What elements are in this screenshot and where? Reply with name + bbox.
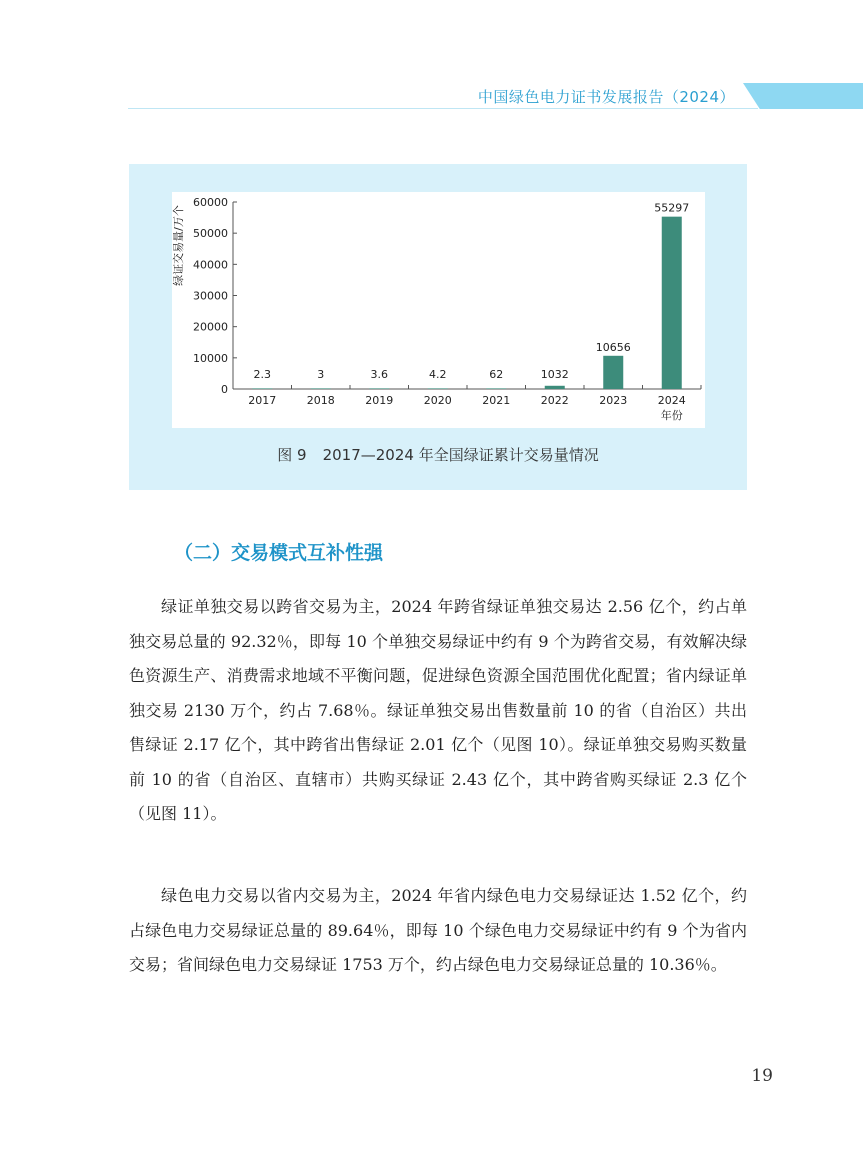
body-paragraph: 绿色电力交易以省内交易为主，2024 年省内绿色电力交易绿证达 1.52 亿个，约占绿色电力交易绿证总量的 89.64％，即每 10 个绿色电力交易绿证中约有 9 个为省内交易；省间绿色电力交易绿证 1753 万个，约占绿色电力交易绿证总量的 10.36％。: [129, 886, 747, 974]
data-label: 4.2: [429, 368, 447, 381]
data-label: 10656: [595, 340, 631, 354]
x-tick-label: 2024: [657, 394, 686, 407]
x-axis-label: 年份: [660, 409, 683, 422]
y-tick-label: 30000: [193, 289, 228, 303]
bar-chart: [172, 192, 705, 428]
data-label: 1032: [540, 368, 569, 381]
bar: [252, 388, 272, 389]
bar: [486, 388, 506, 389]
figure-caption-number: 图 9: [277, 446, 307, 464]
x-tick-label: 2022: [540, 394, 569, 407]
x-tick-label: 2021: [482, 394, 511, 407]
y-axis-label: 绿证交易量/万个: [172, 205, 185, 286]
data-label: 3.6: [370, 368, 388, 381]
x-tick-label: 2017: [248, 394, 277, 407]
y-tick-label: 50000: [193, 227, 228, 241]
header-accent-tab: [743, 83, 863, 109]
bar: [428, 388, 448, 389]
x-tick-label: 2019: [365, 394, 394, 407]
data-label: 2.3: [253, 368, 271, 381]
header-divider: [128, 108, 758, 109]
data-label: 55297: [654, 201, 690, 215]
body-paragraph: 绿证单独交易以跨省交易为主，2024 年跨省绿证单独交易达 2.56 亿个，约占单独交易总量的 92.32％，即每 10 个单独交易绿证中约有 9 个为跨省交易，有效解决绿色资源生产、消费需求地域不平衡问题，促进绿色资源全国范围优化配置；省内绿证单独交易 2130 万个，约占 7.68％。绿证单独交易出售数量前 10 的省（自治区）共出售绿证 2.17 亿个，其中跨省出售绿证 2.01 亿个（见图 10）。绿证单独交易购买数量前 10 的省（自治区、直辖市）共购买绿证 2.43 亿个，其中跨省购买绿证 2.3 亿个（见图 11）。: [129, 597, 747, 823]
y-tick-label: 0: [221, 383, 228, 396]
chart-area: [172, 192, 705, 428]
x-tick-label: 2023: [599, 394, 628, 407]
figure-caption: [129, 444, 747, 465]
bar: [369, 388, 389, 389]
y-tick-label: 60000: [193, 196, 228, 209]
bar: [311, 388, 331, 389]
figure-panel: [129, 164, 747, 490]
data-label: 62: [489, 368, 504, 381]
bar: [662, 217, 682, 389]
y-tick-label: 20000: [193, 320, 228, 334]
data-label: 3: [317, 368, 325, 381]
x-tick-label: 2020: [423, 394, 452, 407]
y-tick-label: 40000: [193, 258, 228, 272]
page-number: 19: [751, 1066, 773, 1086]
figure-caption-text: 2017—2024 年全国绿证累计交易量情况: [322, 446, 599, 464]
bar: [545, 386, 565, 389]
bar: [603, 356, 623, 389]
y-tick-label: 10000: [193, 351, 228, 365]
section-heading: （二）交易模式互补性强: [174, 542, 384, 564]
running-header-title: 中国绿色电力证书发展报告（2024）: [477, 88, 735, 106]
x-tick-label: 2018: [306, 394, 335, 407]
